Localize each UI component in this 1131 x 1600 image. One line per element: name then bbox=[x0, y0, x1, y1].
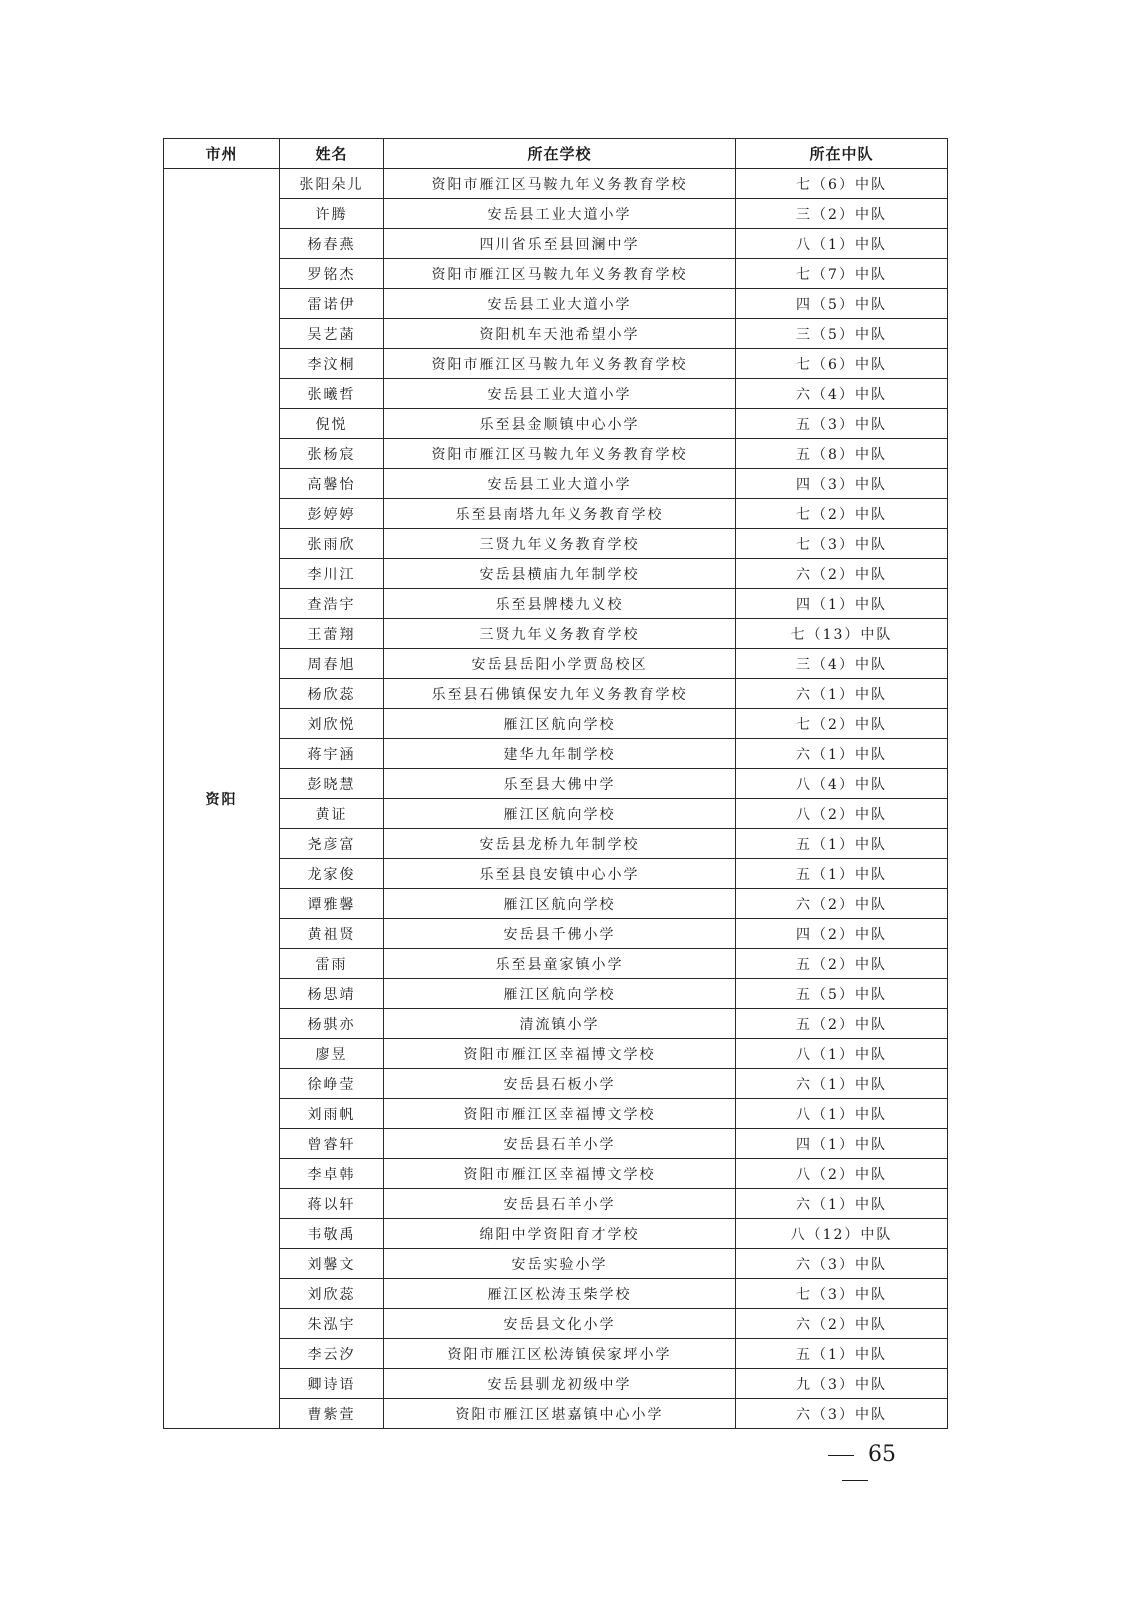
table-row bbox=[164, 499, 948, 529]
table-row bbox=[164, 949, 948, 979]
school-cell: 安岳县龙桥九年制学校 bbox=[384, 829, 736, 859]
name-cell: 黄证 bbox=[280, 799, 384, 829]
name-cell: 谭雅馨 bbox=[280, 889, 384, 919]
table-row bbox=[164, 1279, 948, 1309]
name-cell: 高馨怡 bbox=[280, 469, 384, 499]
name-cell: 周春旭 bbox=[280, 649, 384, 679]
name-cell: 朱泓宇 bbox=[280, 1309, 384, 1339]
squad-cell: 七（2）中队 bbox=[736, 709, 948, 739]
header-squad: 所在中队 bbox=[736, 139, 948, 169]
name-cell: 刘欣蕊 bbox=[280, 1279, 384, 1309]
table-row bbox=[164, 649, 948, 679]
name-cell: 尧彦富 bbox=[280, 829, 384, 859]
school-cell: 雁江区航向学校 bbox=[384, 889, 736, 919]
school-cell: 资阳市雁江区堪嘉镇中心小学 bbox=[384, 1399, 736, 1429]
table-row bbox=[164, 289, 948, 319]
table-row bbox=[164, 229, 948, 259]
school-cell: 安岳县横庙九年制学校 bbox=[384, 559, 736, 589]
table-row bbox=[164, 1159, 948, 1189]
school-cell: 安岳县石羊小学 bbox=[384, 1129, 736, 1159]
table-row bbox=[164, 1009, 948, 1039]
name-cell: 罗铭杰 bbox=[280, 259, 384, 289]
name-cell: 蒋以轩 bbox=[280, 1189, 384, 1219]
school-cell: 安岳县驯龙初级中学 bbox=[384, 1369, 736, 1399]
name-cell: 蒋宇涵 bbox=[280, 739, 384, 769]
squad-cell: 八（1）中队 bbox=[736, 1039, 948, 1069]
school-cell: 安岳县工业大道小学 bbox=[384, 469, 736, 499]
school-cell: 乐至县金顺镇中心小学 bbox=[384, 409, 736, 439]
name-cell: 张曦哲 bbox=[280, 379, 384, 409]
squad-cell: 四（1）中队 bbox=[736, 589, 948, 619]
school-cell: 三贤九年义务教育学校 bbox=[384, 619, 736, 649]
table-row bbox=[164, 1099, 948, 1129]
squad-cell: 六（4）中队 bbox=[736, 379, 948, 409]
name-cell: 张阳朵儿 bbox=[280, 169, 384, 199]
name-cell: 卿诗语 bbox=[280, 1369, 384, 1399]
page-number bbox=[790, 1442, 920, 1492]
school-cell: 乐至县童家镇小学 bbox=[384, 949, 736, 979]
name-cell: 曹紫萱 bbox=[280, 1399, 384, 1429]
school-cell: 安岳实验小学 bbox=[384, 1249, 736, 1279]
table-row bbox=[164, 769, 948, 799]
squad-cell: 七（6）中队 bbox=[736, 349, 948, 379]
header-city: 市州 bbox=[164, 139, 280, 169]
city-cell: 资阳 bbox=[164, 169, 280, 1429]
school-cell: 乐至县良安镇中心小学 bbox=[384, 859, 736, 889]
squad-cell: 五（3）中队 bbox=[736, 409, 948, 439]
squad-cell: 八（1）中队 bbox=[736, 229, 948, 259]
squad-cell: 五（1）中队 bbox=[736, 1339, 948, 1369]
name-cell: 杨欣蕊 bbox=[280, 679, 384, 709]
school-cell: 雁江区松涛玉柴学校 bbox=[384, 1279, 736, 1309]
school-cell: 资阳市雁江区马鞍九年义务教育学校 bbox=[384, 349, 736, 379]
table-row bbox=[164, 919, 948, 949]
table-row bbox=[164, 1189, 948, 1219]
squad-cell: 四（2）中队 bbox=[736, 919, 948, 949]
table-row bbox=[164, 709, 948, 739]
squad-cell: 六（1）中队 bbox=[736, 1189, 948, 1219]
school-cell: 绵阳中学资阳育才学校 bbox=[384, 1219, 736, 1249]
school-cell: 资阳市雁江区幸福博文学校 bbox=[384, 1039, 736, 1069]
school-cell: 资阳市雁江区马鞍九年义务教育学校 bbox=[384, 169, 736, 199]
school-cell: 雁江区航向学校 bbox=[384, 979, 736, 1009]
squad-cell: 八（12）中队 bbox=[736, 1219, 948, 1249]
squad-cell: 四（1）中队 bbox=[736, 1129, 948, 1159]
school-cell: 乐至县牌楼九义校 bbox=[384, 589, 736, 619]
page-dash-right bbox=[842, 1480, 868, 1481]
school-cell: 安岳县岳阳小学贾岛校区 bbox=[384, 649, 736, 679]
table-row bbox=[164, 1369, 948, 1399]
squad-cell: 四（5）中队 bbox=[736, 289, 948, 319]
table-row bbox=[164, 199, 948, 229]
table-row bbox=[164, 169, 948, 199]
name-cell: 查浩宇 bbox=[280, 589, 384, 619]
squad-cell: 六（1）中队 bbox=[736, 1069, 948, 1099]
school-cell: 建华九年制学校 bbox=[384, 739, 736, 769]
table-row bbox=[164, 1069, 948, 1099]
school-cell: 雁江区航向学校 bbox=[384, 709, 736, 739]
squad-cell: 三（4）中队 bbox=[736, 649, 948, 679]
name-cell: 杨思靖 bbox=[280, 979, 384, 1009]
name-cell: 彭晓慧 bbox=[280, 769, 384, 799]
school-cell: 资阳市雁江区马鞍九年义务教育学校 bbox=[384, 439, 736, 469]
table-row bbox=[164, 439, 948, 469]
roster-table bbox=[163, 138, 948, 1429]
squad-cell: 五（2）中队 bbox=[736, 1009, 948, 1039]
name-cell: 杨骐亦 bbox=[280, 1009, 384, 1039]
squad-cell: 六（1）中队 bbox=[736, 739, 948, 769]
name-cell: 龙家俊 bbox=[280, 859, 384, 889]
name-cell: 雷诺伊 bbox=[280, 289, 384, 319]
squad-cell: 七（6）中队 bbox=[736, 169, 948, 199]
squad-cell: 八（2）中队 bbox=[736, 799, 948, 829]
table-row bbox=[164, 409, 948, 439]
name-cell: 雷雨 bbox=[280, 949, 384, 979]
name-cell: 李云汐 bbox=[280, 1339, 384, 1369]
squad-cell: 五（2）中队 bbox=[736, 949, 948, 979]
table-row bbox=[164, 739, 948, 769]
name-cell: 张杨宸 bbox=[280, 439, 384, 469]
name-cell: 刘馨文 bbox=[280, 1249, 384, 1279]
school-cell: 安岳县石板小学 bbox=[384, 1069, 736, 1099]
header-school: 所在学校 bbox=[384, 139, 736, 169]
table-row bbox=[164, 259, 948, 289]
table-row bbox=[164, 1249, 948, 1279]
name-cell: 刘欣悦 bbox=[280, 709, 384, 739]
name-cell: 徐峥莹 bbox=[280, 1069, 384, 1099]
squad-cell: 五（5）中队 bbox=[736, 979, 948, 1009]
table-row bbox=[164, 799, 948, 829]
name-cell: 王蕾翔 bbox=[280, 619, 384, 649]
table-row bbox=[164, 859, 948, 889]
squad-cell: 七（13）中队 bbox=[736, 619, 948, 649]
header-name: 姓名 bbox=[280, 139, 384, 169]
table-row bbox=[164, 979, 948, 1009]
squad-cell: 三（5）中队 bbox=[736, 319, 948, 349]
school-cell: 资阳市雁江区松涛镇侯家坪小学 bbox=[384, 1339, 736, 1369]
squad-cell: 五（1）中队 bbox=[736, 859, 948, 889]
school-cell: 资阳市雁江区幸福博文学校 bbox=[384, 1099, 736, 1129]
school-cell: 乐至县南塔九年义务教育学校 bbox=[384, 499, 736, 529]
table-row bbox=[164, 1399, 948, 1429]
table-row bbox=[164, 559, 948, 589]
squad-cell: 六（2）中队 bbox=[736, 1309, 948, 1339]
name-cell: 张雨欣 bbox=[280, 529, 384, 559]
squad-cell: 六（2）中队 bbox=[736, 889, 948, 919]
school-cell: 资阳市雁江区马鞍九年义务教育学校 bbox=[384, 259, 736, 289]
squad-cell: 六（3）中队 bbox=[736, 1399, 948, 1429]
table-row bbox=[164, 349, 948, 379]
school-cell: 安岳县工业大道小学 bbox=[384, 379, 736, 409]
table-row bbox=[164, 319, 948, 349]
header-row bbox=[164, 139, 948, 169]
school-cell: 安岳县文化小学 bbox=[384, 1309, 736, 1339]
table-row bbox=[164, 1039, 948, 1069]
table-row bbox=[164, 529, 948, 559]
table-row bbox=[164, 1219, 948, 1249]
squad-cell: 八（1）中队 bbox=[736, 1099, 948, 1129]
name-cell: 李汶桐 bbox=[280, 349, 384, 379]
name-cell: 李卓韩 bbox=[280, 1159, 384, 1189]
school-cell: 资阳机车天池希望小学 bbox=[384, 319, 736, 349]
page-number-value: 65 bbox=[868, 1442, 896, 1467]
school-cell: 雁江区航向学校 bbox=[384, 799, 736, 829]
name-cell: 彭婷婷 bbox=[280, 499, 384, 529]
name-cell: 廖昱 bbox=[280, 1039, 384, 1069]
school-cell: 清流镇小学 bbox=[384, 1009, 736, 1039]
school-cell: 三贤九年义务教育学校 bbox=[384, 529, 736, 559]
school-cell: 资阳市雁江区幸福博文学校 bbox=[384, 1159, 736, 1189]
school-cell: 安岳县千佛小学 bbox=[384, 919, 736, 949]
roster-body bbox=[164, 169, 948, 1429]
school-cell: 乐至县大佛中学 bbox=[384, 769, 736, 799]
name-cell: 杨春燕 bbox=[280, 229, 384, 259]
school-cell: 安岳县工业大道小学 bbox=[384, 199, 736, 229]
school-cell: 安岳县工业大道小学 bbox=[384, 289, 736, 319]
table-row bbox=[164, 379, 948, 409]
name-cell: 吴艺菡 bbox=[280, 319, 384, 349]
table-row bbox=[164, 679, 948, 709]
table-row bbox=[164, 589, 948, 619]
school-cell: 乐至县石佛镇保安九年义务教育学校 bbox=[384, 679, 736, 709]
table-row bbox=[164, 469, 948, 499]
table-row bbox=[164, 1339, 948, 1369]
squad-cell: 七（3）中队 bbox=[736, 1279, 948, 1309]
name-cell: 许腾 bbox=[280, 199, 384, 229]
squad-cell: 八（2）中队 bbox=[736, 1159, 948, 1189]
name-cell: 刘雨帆 bbox=[280, 1099, 384, 1129]
squad-cell: 五（1）中队 bbox=[736, 829, 948, 859]
squad-cell: 七（7）中队 bbox=[736, 259, 948, 289]
table-row bbox=[164, 619, 948, 649]
squad-cell: 三（2）中队 bbox=[736, 199, 948, 229]
name-cell: 韦敬禹 bbox=[280, 1219, 384, 1249]
squad-cell: 六（1）中队 bbox=[736, 679, 948, 709]
squad-cell: 九（3）中队 bbox=[736, 1369, 948, 1399]
name-cell: 黄祖贤 bbox=[280, 919, 384, 949]
table-row bbox=[164, 829, 948, 859]
name-cell: 李川江 bbox=[280, 559, 384, 589]
squad-cell: 五（8）中队 bbox=[736, 439, 948, 469]
squad-cell: 四（3）中队 bbox=[736, 469, 948, 499]
school-cell: 四川省乐至县回澜中学 bbox=[384, 229, 736, 259]
squad-cell: 六（2）中队 bbox=[736, 559, 948, 589]
squad-cell: 七（3）中队 bbox=[736, 529, 948, 559]
table-row bbox=[164, 1129, 948, 1159]
squad-cell: 六（3）中队 bbox=[736, 1249, 948, 1279]
squad-cell: 七（2）中队 bbox=[736, 499, 948, 529]
table-row bbox=[164, 889, 948, 919]
page-dash-left bbox=[828, 1455, 854, 1456]
table-row bbox=[164, 1309, 948, 1339]
school-cell: 安岳县石羊小学 bbox=[384, 1189, 736, 1219]
squad-cell: 八（4）中队 bbox=[736, 769, 948, 799]
name-cell: 倪悦 bbox=[280, 409, 384, 439]
name-cell: 曾睿轩 bbox=[280, 1129, 384, 1159]
